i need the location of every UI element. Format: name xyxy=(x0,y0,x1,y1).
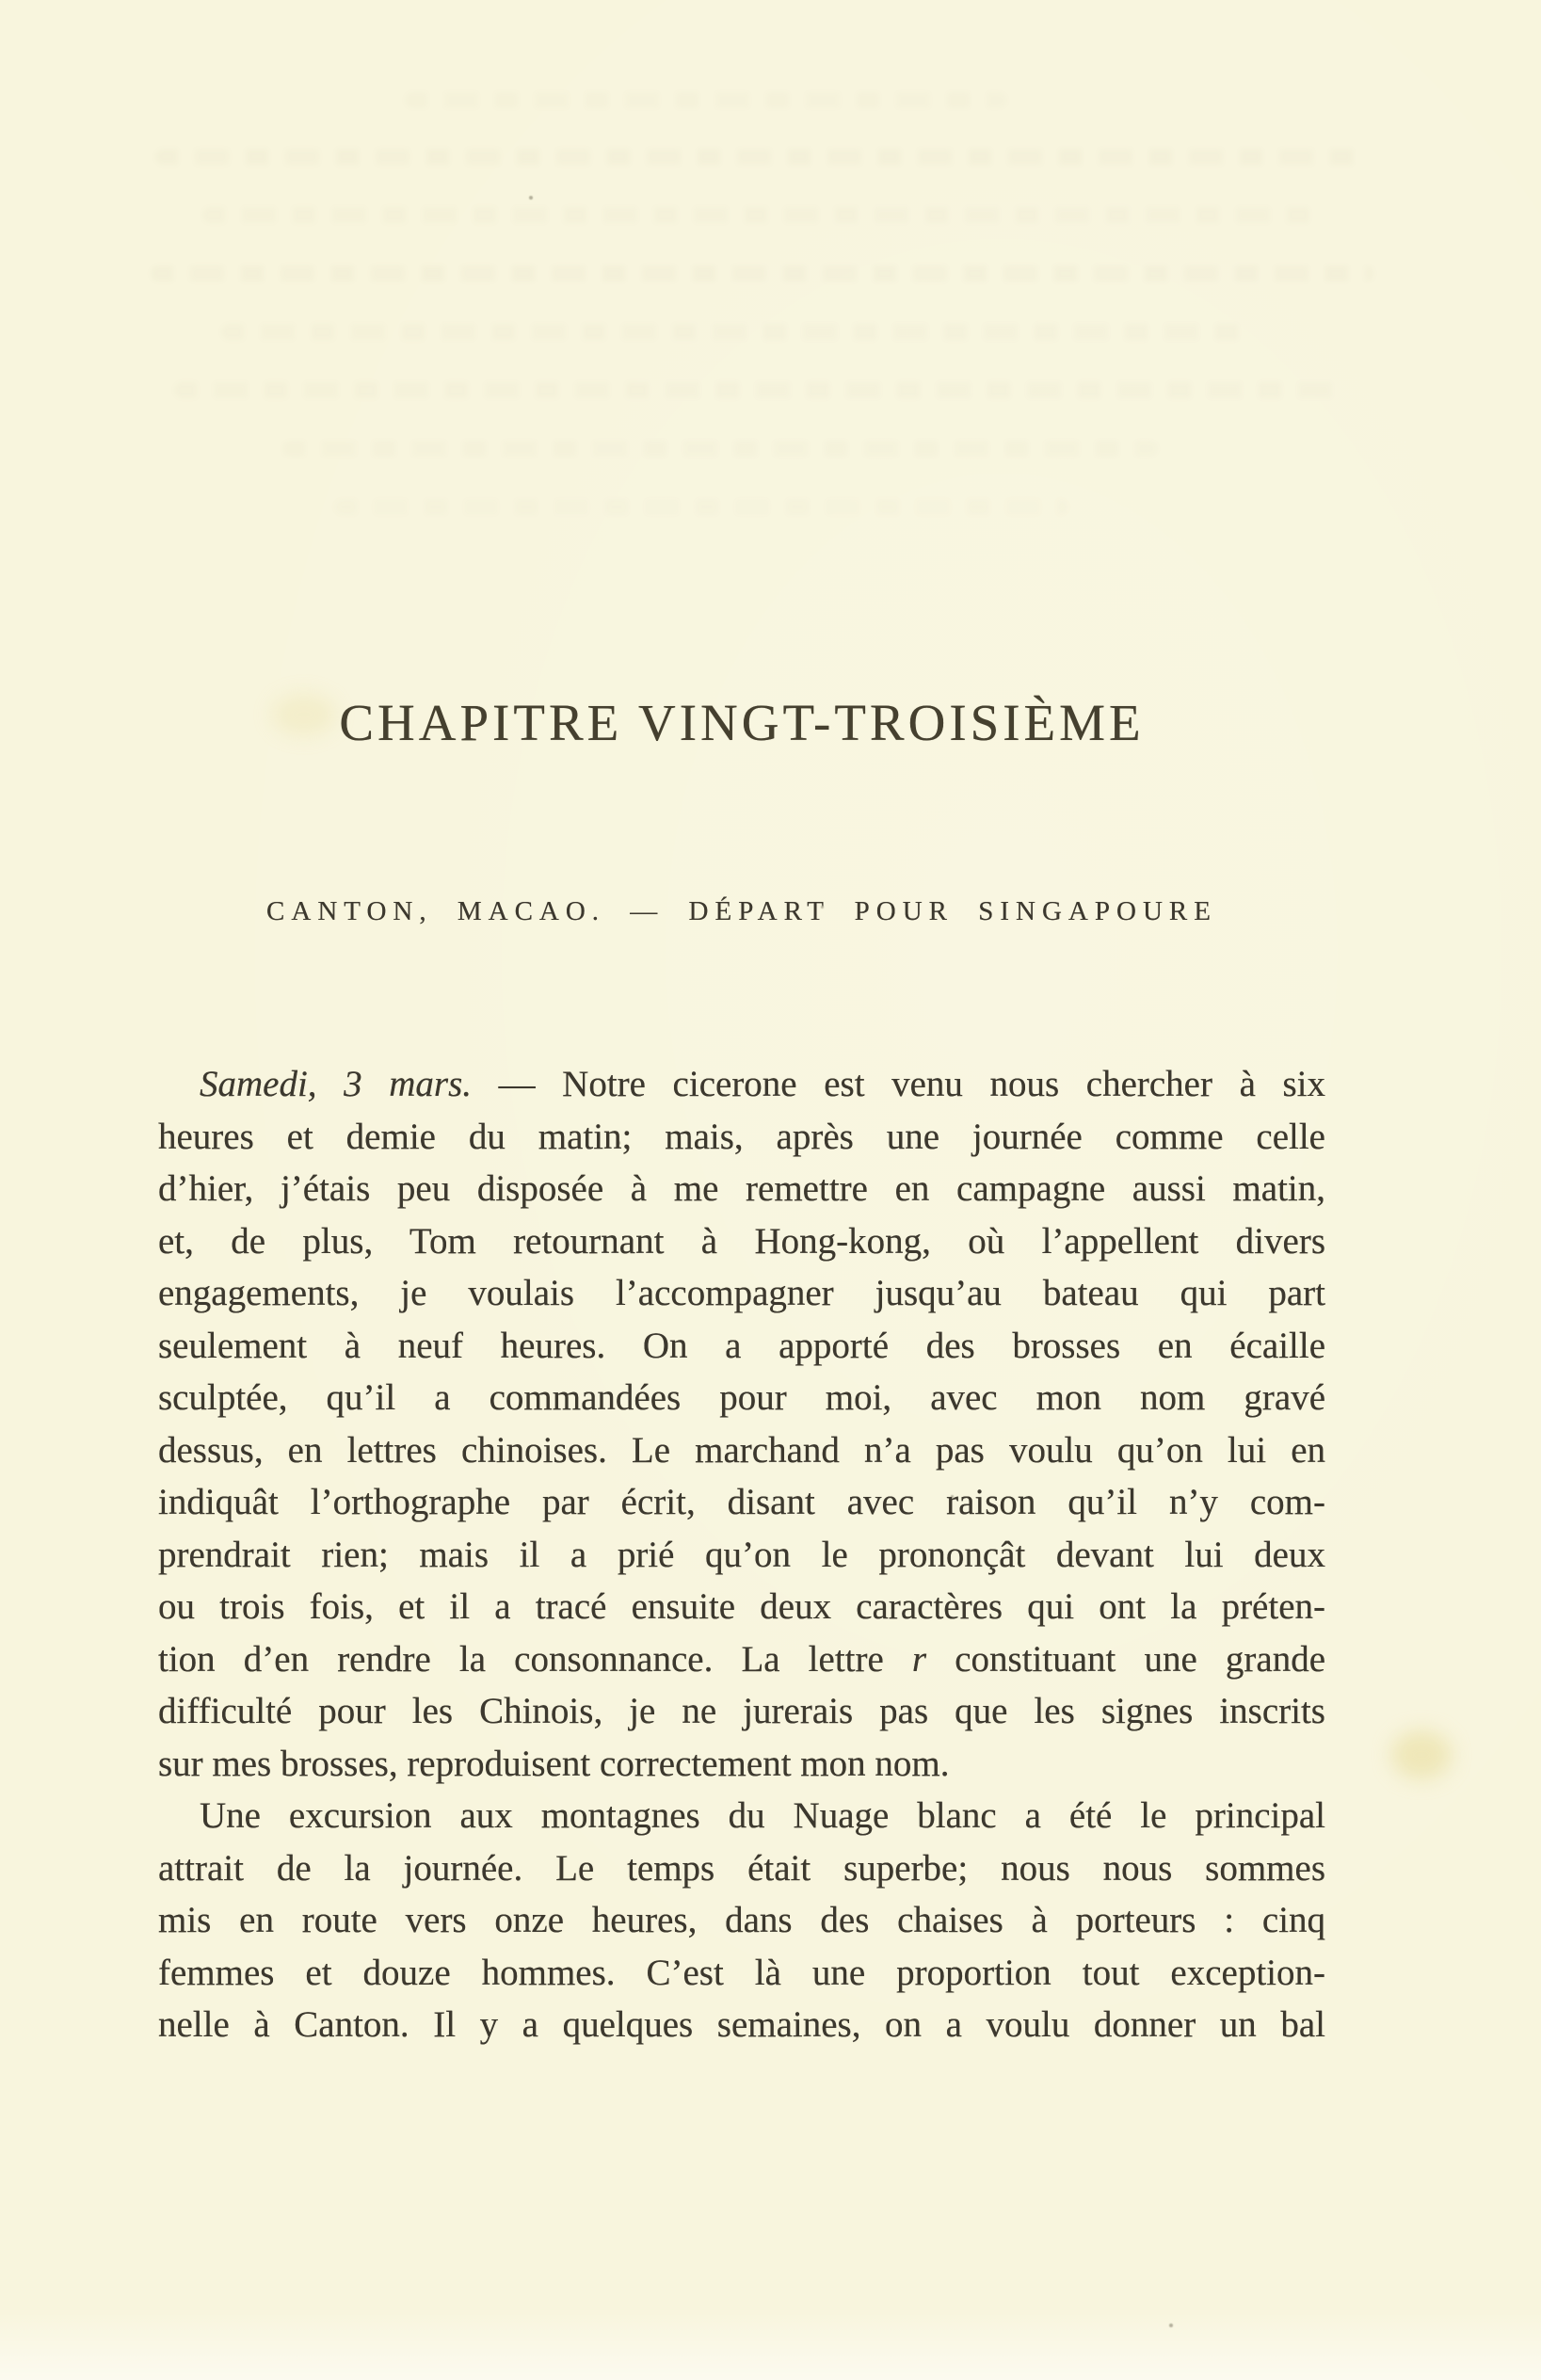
text-segment: tion d’en rendre la consonnance. La lettre xyxy=(158,1638,912,1680)
text-line xyxy=(158,1999,1325,2051)
text-line xyxy=(158,1947,1325,2000)
text-line xyxy=(158,1790,1325,1842)
bleedthrough-ghost-text xyxy=(0,0,1541,659)
bleedthrough-line xyxy=(334,499,1068,515)
paper-speck xyxy=(1169,2324,1173,2327)
text-line xyxy=(158,1320,1325,1373)
text-line xyxy=(158,1476,1325,1529)
text-line xyxy=(158,1529,1325,1582)
text-segment: femmes et douze hommes. C’est là une proportion tout exception- xyxy=(158,1952,1325,1993)
bleedthrough-line xyxy=(155,149,1360,165)
text-segment: prendrait rien; mais il a prié qu’on le prononçât devant lui deux xyxy=(158,1534,1325,1575)
paper-stain xyxy=(1391,1730,1452,1779)
text-segment: dessus, en lettres chinoises. Le marchand n’a pas voulu qu’on lui en xyxy=(158,1429,1325,1471)
text-segment: seulement à neuf heures. On a apporté des brosses en écaille xyxy=(158,1325,1325,1366)
italic-text: Samedi, 3 mars. xyxy=(200,1064,472,1104)
text-segment: attrait de la journée. Le temps était superbe; nous nous sommes xyxy=(158,1847,1325,1889)
text-segment: d’hier, j’étais peu disposée à me remettre en campagne aussi matin, xyxy=(158,1168,1325,1209)
text-segment: nelle à Canton. Il y a quelques semaines, on a voulu donner un bal xyxy=(158,2004,1325,2045)
paper-speck xyxy=(529,196,533,200)
bleedthrough-line xyxy=(221,324,1247,340)
text-segment: sculptée, qu’il a commandées pour moi, avec mon nom gravé xyxy=(158,1377,1325,1418)
text-line xyxy=(158,1894,1325,1947)
text-segment: engagements, je voulais l’accompagner jusqu’au bateau qui part xyxy=(158,1273,1325,1313)
text-segment: indiquât l’orthographe par écrit, disant avec raison qu’il n’y com- xyxy=(158,1482,1325,1522)
text-line xyxy=(158,1738,1325,1791)
text-segment: et, de plus, Tom retournant à Hong-kong, où l’appellent divers xyxy=(158,1220,1325,1262)
text-line xyxy=(158,1215,1325,1268)
body-text xyxy=(158,1058,1325,2051)
bleedthrough-line xyxy=(174,382,1341,398)
text-line xyxy=(158,1267,1325,1320)
bleedthrough-line xyxy=(151,265,1374,281)
text-segment: — Notre cicerone est venu nous chercher à six xyxy=(472,1064,1325,1104)
italic-text: r xyxy=(911,1638,927,1680)
text-line xyxy=(158,1058,1325,1111)
bleedthrough-line xyxy=(282,441,1158,457)
text-segment: heures et demie du matin; mais, après une journée comme celle xyxy=(158,1116,1325,1157)
chapter-subtitle: CANTON, MACAO. — DÉPART POUR SINGAPOURE xyxy=(266,896,1217,926)
text-line xyxy=(158,1581,1325,1633)
text-segment: Une excursion aux montagnes du Nuage blanc a été le principal xyxy=(200,1795,1325,1836)
text-line xyxy=(158,1424,1325,1477)
text-line xyxy=(158,1842,1325,1895)
text-segment: constituant une grande xyxy=(926,1638,1326,1680)
text-segment: mis en route vers onze heures, dans des chaises à porteurs : cinq xyxy=(158,1900,1325,1940)
text-line xyxy=(158,1372,1325,1424)
text-segment: difficulté pour les Chinois, je ne jurerais pas que les signes inscrits xyxy=(158,1691,1325,1731)
text-segment: sur mes brosses, reproduisent correctement mon nom. xyxy=(158,1743,950,1784)
bleedthrough-line xyxy=(405,92,1007,108)
chapter-title: CHAPITRE VINGT-TROISIÈME xyxy=(339,694,1145,751)
text-segment: ou trois fois, et il a tracé ensuite deux caractères qui ont la préten- xyxy=(158,1586,1325,1627)
text-line xyxy=(158,1111,1325,1164)
text-line xyxy=(158,1163,1325,1215)
text-line xyxy=(158,1685,1325,1738)
text-line xyxy=(158,1633,1325,1686)
bleedthrough-line xyxy=(202,207,1313,223)
